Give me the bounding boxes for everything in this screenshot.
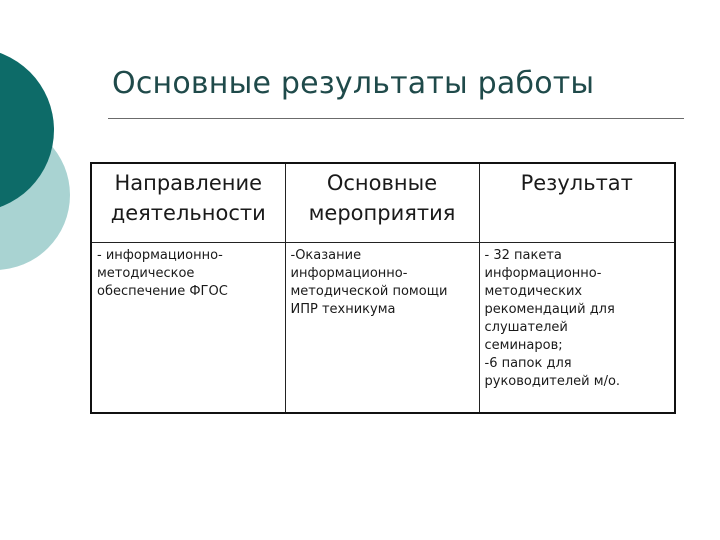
- header-result: Результат: [479, 163, 675, 243]
- slide-title: Основные результаты работы: [112, 66, 595, 101]
- header-activities: Основные мероприятия: [285, 163, 479, 243]
- header-direction: Направление деятельности: [91, 163, 285, 243]
- table-row: [91, 243, 675, 414]
- cell-direction: - информационно- методическое обеспечение ФГОС: [91, 243, 285, 414]
- cell-activities: -Оказание информационно- методической помощи ИПР техникума: [285, 243, 479, 414]
- table-header-row: [91, 163, 675, 243]
- cell-result: - 32 пакета информационно- методических рекомендаций для слушателей семинаров; -6 папок для руководителей м/о.: [479, 243, 675, 414]
- title-divider: [108, 118, 684, 119]
- results-table: [90, 162, 676, 414]
